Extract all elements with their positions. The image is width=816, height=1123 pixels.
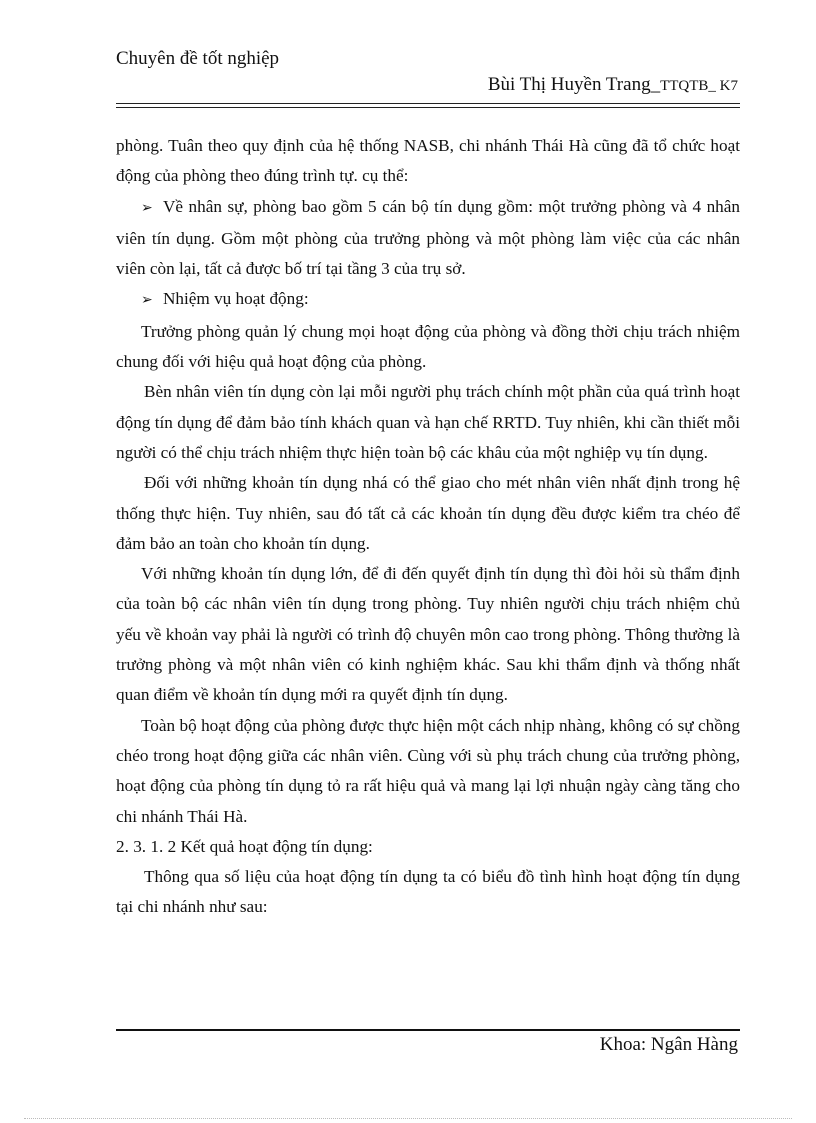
paragraph-5: Bèn nhân viên tín dụng còn lại mỗi người phụ trách chính một phần của quá trình hoạt động tín dụng để đảm bảo tính khách quan và hạn chế RRTD. Tuy nhiên, khi cần thiết mỗi người có thể chịu trách nhiệm thực hiện toàn bộ các khâu của một nghiệp vụ tín dụng. <box>116 382 740 462</box>
paragraph-7: Với những khoản tín dụng lớn, để đi đến quyết định tín dụng thì đòi hỏi sù thẩm định của toàn bộ các nhân viên tín dụng trong phòng. Tuy nhiên người chịu trách nhiệm chủ yếu về khoản vay phải là người có trình độ chuyên môn cao trong phòng. Thông thường là trưởng phòng và một nhân viên có kinh nghiệm khác. Sau khi thẩm định và thống nhất quan điểm về khoản tín dụng mới ra quyết định tín dụng. <box>116 564 740 705</box>
paragraph-10: Thông qua số liệu của hoạt động tín dụng ta có biểu đồ tình hình hoạt động tín dụng tại chi nhánh như sau: <box>116 867 740 917</box>
header-author-name: Bùi Thị Huyền Trang_ <box>487 74 661 95</box>
bullet-staff-text: Về nhân sự, phòng bao gồm 5 cán bộ tín dụng gồm: một trưởng phòng và 4 nhân viên tín dụng. Gồm một phòng của trưởng phòng và một phòng làm việc của các nhân viên còn lại, tất cả được bố trí tại tầng 3 của trụ sở. <box>116 196 740 279</box>
footer-rule <box>116 1029 740 1031</box>
bullet-staff <box>116 192 740 285</box>
footer-department: Khoa: Ngân Hàng <box>599 1034 738 1055</box>
arrow-bullet-icon: ➢ <box>141 293 153 309</box>
paragraph-8: Toàn bộ hoạt động của phòng được thực hiện một cách nhịp nhàng, không có sự chồng chéo trong hoạt động giữa các nhân viên. Cùng với sù phụ trách chung của trưởng phòng, hoạt động của phòng tín dụng tỏ ra rất hiệu quả và mang lại lợi nhuận ngày càng tăng cho chi nhánh Thái Hà. <box>116 715 740 826</box>
bullet-duties-text: Nhiệm vụ hoạt động: <box>163 289 309 309</box>
header-rule-top <box>116 103 740 104</box>
header-rule-bottom <box>116 107 740 108</box>
body-text <box>116 131 740 923</box>
arrow-bullet-icon: ➢ <box>141 200 153 216</box>
header-author <box>488 74 738 96</box>
header-class: TTQTB_ K7 <box>660 78 738 94</box>
paragraph-4: Trưởng phòng quản lý chung mọi hoạt động của phòng và đồng thời chịu trách nhiệm chung đối với hiệu quả hoạt động của phòng. <box>116 321 740 372</box>
header-title: Chuyên đề tốt nghiệp <box>116 48 280 69</box>
page-edge <box>24 1118 792 1119</box>
paragraph-1: phòng. Tuân theo quy định của hệ thống NASB, chi nhánh Thái Hà cũng đã tổ chức hoạt động của phòng theo đúng trình tự. cụ thể: <box>116 136 740 186</box>
paragraph-6: Đối với những khoản tín dụng nhá có thể giao cho mét nhân viên nhất định trong hệ thống thực hiện. Tuy nhiên, sau đó tất cả các khoản tín dụng đều được kiểm tra chéo để đảm bảo an toàn cho khoản tín dụng. <box>116 473 740 553</box>
bullet-duties <box>116 284 740 316</box>
section-heading: 2. 3. 1. 2 Kết quả hoạt động tín dụng: <box>116 836 373 856</box>
